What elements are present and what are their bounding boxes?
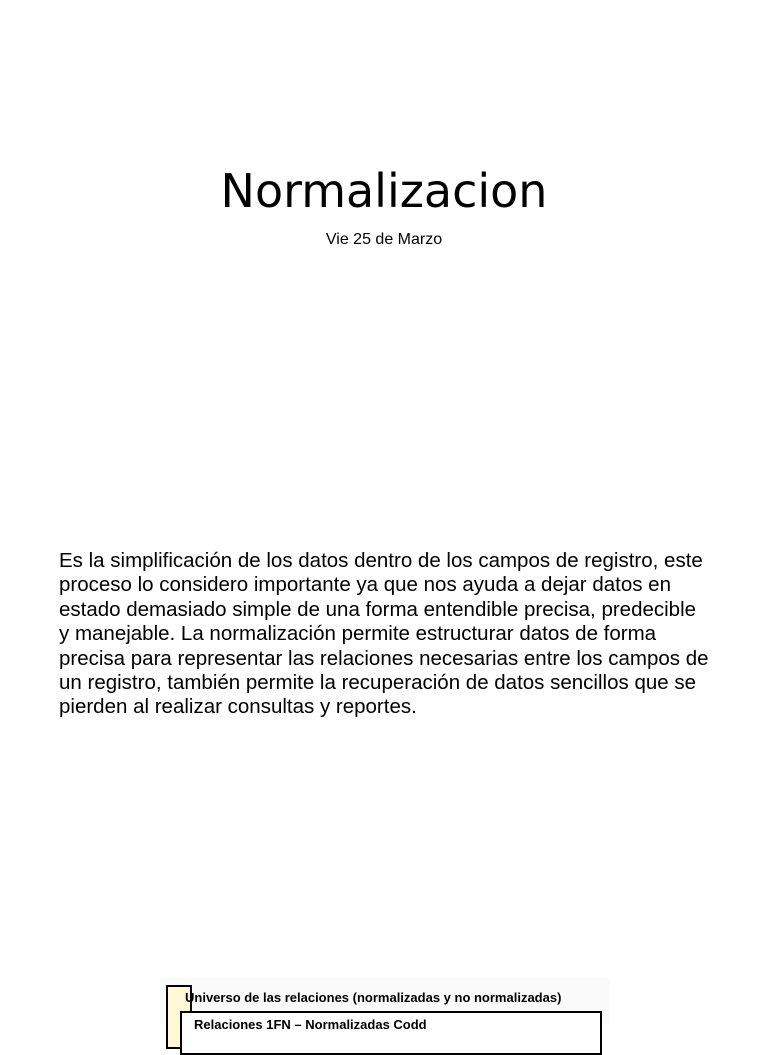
normalization-diagram	[160, 978, 610, 1032]
page-date: Vie 25 de Marzo	[325, 231, 443, 248]
body-paragraph: Es la simplificación de los datos dentro de los campos de registro, este proceso lo considero importante ya que nos ayuda a dejar datos en estado demasiado simple de una forma entendible precisa, predecible y manejable. La normalización permite estructurar datos de forma precisa para representar las relaciones necesarias entre los campos de un registro, también permite la recuperación de datos sencillos que se pierden al realizar consultas y reportes.	[59, 549, 709, 719]
inner-relations-box	[180, 1011, 602, 1055]
inner-relations-label: Relaciones 1FN – Normalizadas Codd	[194, 1017, 427, 1032]
page-title: Normalizacion	[220, 164, 548, 218]
outer-relations-label: Universo de las relaciones (normalizadas y no normalizadas)	[185, 990, 562, 1005]
